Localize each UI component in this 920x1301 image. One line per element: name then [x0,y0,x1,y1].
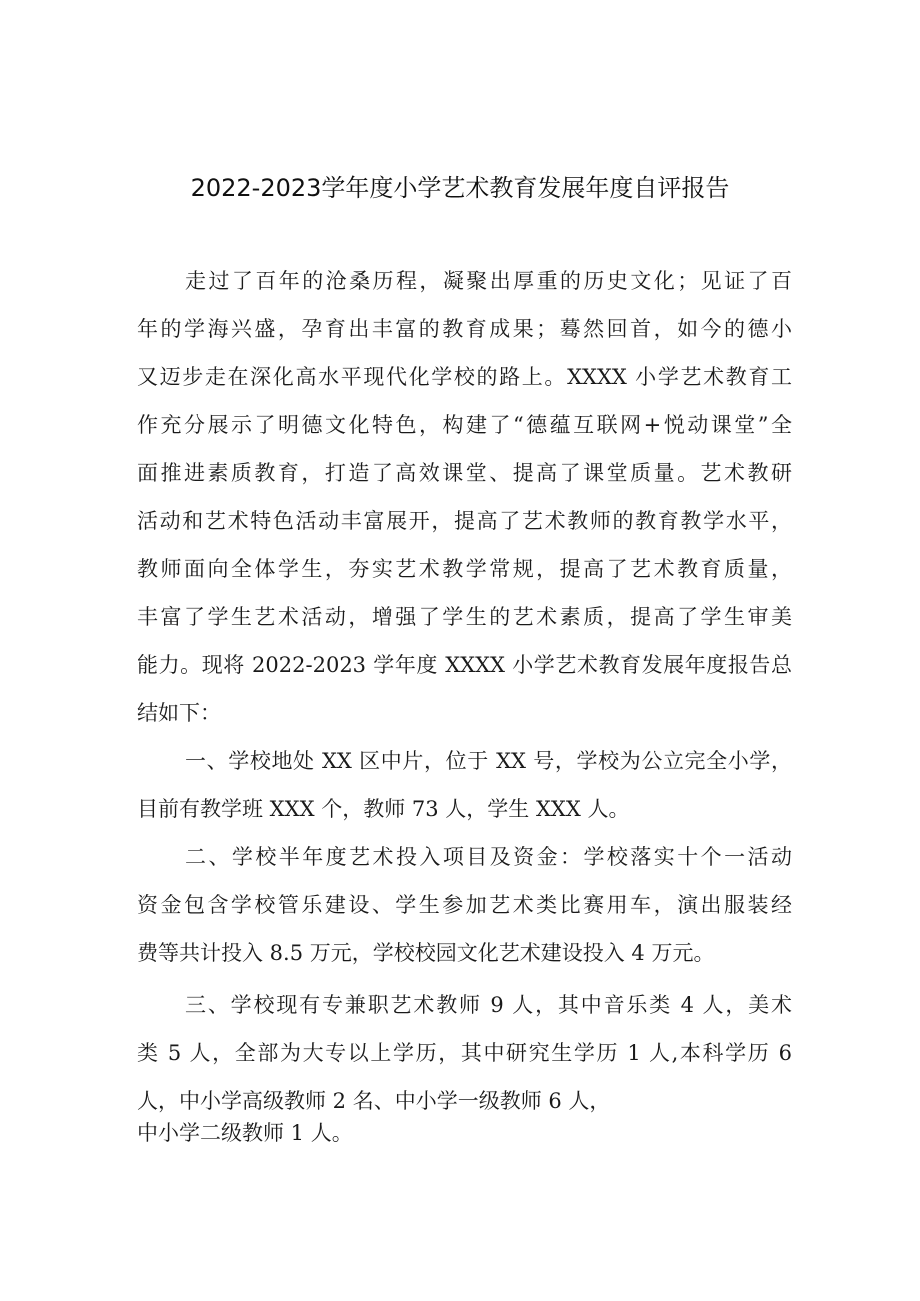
body-line: 资金包含学校管乐建设、学生参加艺术类比赛用车，演出服装经 [137,893,792,917]
body-line: 目前有教学班 XXX 个，教师 73 人，学生 XXX 人。 [137,797,630,821]
body-line: 三、学校现有专兼职艺术教师 9 人，其中音乐类 4 人，美术 [185,993,792,1017]
body-line: 面推进素质教育，打造了高效课堂、提高了课堂质量。艺术教研 [137,461,792,485]
body-line: 费等共计投入 8.5 万元，学校校园文化艺术建设投入 4 万元。 [137,941,715,965]
body-line: 走过了百年的沧桑历程，凝聚出厚重的历史文化；见证了百 [185,269,792,293]
body-line: 中小学二级教师 1 人。 [137,1121,353,1145]
body-line: 结如下： [137,701,221,725]
body-line: 一、学校地处 XX 区中片，位于 XX 号，学校为公立完全小学， [185,749,792,773]
body-line: 类 5 人，全部为大专以上学历，其中研究生学历 1 人,本科学历 6 [137,1041,792,1065]
body-line: 人，中小学高级教师 2 名、中小学一级教师 6 人， [137,1089,611,1113]
body-line: 又迈步走在深化高水平现代化学校的路上。XXXX 小学艺术教育工 [137,365,792,389]
body-line: 年的学海兴盛，孕育出丰富的教育成果；蓦然回首，如今的德小 [137,317,792,341]
body-line: 作充分展示了明德文化特色，构建了“德蕴互联网+悦动课堂”全 [137,413,792,437]
body-line: 教师面向全体学生，夯实艺术教学常规，提高了艺术教育质量， [137,557,792,581]
body-line: 能力。现将 2022-2023 学年度 XXXX 小学艺术教育发展年度报告总 [137,653,792,677]
body-line: 活动和艺术特色活动丰富展开，提高了艺术教师的教育教学水平， [137,509,792,533]
document-title: 2022-2023学年度小学艺术教育发展年度自评报告 [190,174,730,202]
body-line: 丰富了学生艺术活动，增强了学生的艺术素质，提高了学生审美 [137,605,792,629]
body-line: 二、学校半年度艺术投入项目及资金：学校落实十个一活动 [185,845,792,869]
